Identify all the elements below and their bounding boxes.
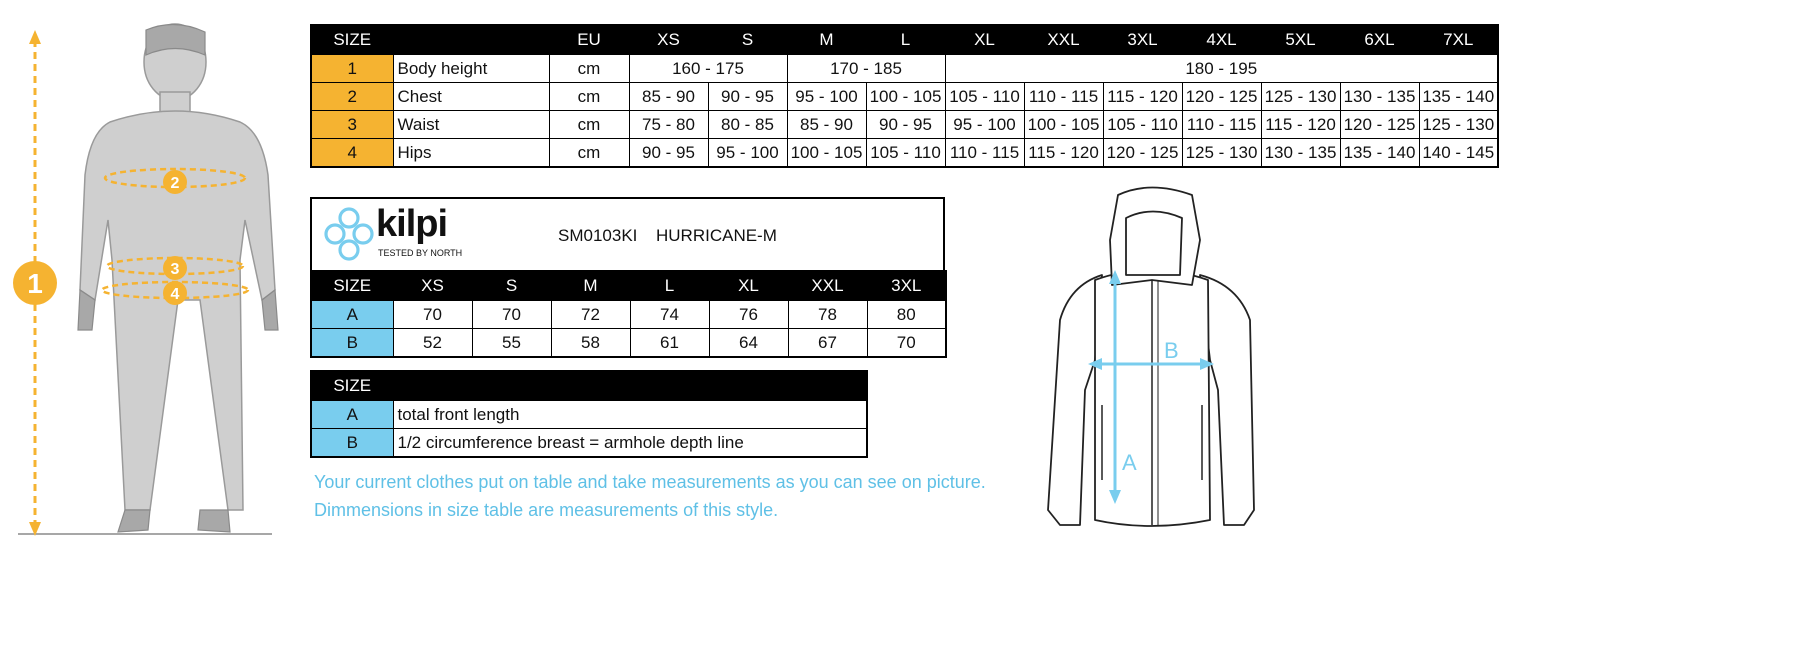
brand-tagline: TESTED BY NORTH — [378, 248, 463, 258]
cell: 100 - 105 — [866, 83, 945, 111]
jacket-drawing — [1040, 180, 1270, 540]
header-size: SIZE — [311, 25, 393, 55]
cell: 90 - 95 — [708, 83, 787, 111]
cell: 105 - 110 — [1103, 111, 1182, 139]
cell: 120 - 125 — [1103, 139, 1182, 168]
note-line-1: Your current clothes put on table and take measurements as you can see on picture. — [314, 472, 986, 492]
svg-text:1: 1 — [27, 268, 43, 299]
product-header — [310, 197, 945, 272]
hood-opening — [1126, 212, 1182, 276]
size-table — [310, 24, 1499, 168]
row-unit: cm — [549, 111, 629, 139]
cell: 85 - 90 — [787, 111, 866, 139]
table-row-chest — [311, 83, 1498, 111]
row-unit: cm — [549, 139, 629, 168]
cell: 78 — [788, 301, 867, 329]
cell: 74 — [630, 301, 709, 329]
cell: 90 - 95 — [629, 139, 708, 168]
header-7xl: 7XL — [1419, 25, 1498, 55]
cell: 70 — [472, 301, 551, 329]
cell: 58 — [551, 329, 630, 358]
svg-text:3: 3 — [170, 261, 180, 278]
row-unit: cm — [549, 55, 629, 83]
header-l: L — [866, 25, 945, 55]
legend-table — [310, 370, 868, 458]
header-m: M — [551, 271, 630, 301]
measure-b-label: B — [1164, 338, 1179, 363]
table-row-b — [311, 329, 946, 358]
cell: 125 - 130 — [1261, 83, 1340, 111]
cell: 115 - 120 — [1103, 83, 1182, 111]
header-l: L — [630, 271, 709, 301]
cell: 90 - 95 — [866, 111, 945, 139]
cell: 75 - 80 — [629, 111, 708, 139]
header-4xl: 4XL — [1182, 25, 1261, 55]
cell: 120 - 125 — [1340, 111, 1419, 139]
cell: 110 - 115 — [945, 139, 1024, 168]
height-range-1: 160 - 175 — [629, 55, 787, 83]
cell: 95 - 100 — [787, 83, 866, 111]
cell: 67 — [788, 329, 867, 358]
legend-header — [311, 371, 867, 401]
table-row-a — [311, 301, 946, 329]
row-label: Chest — [393, 83, 549, 111]
cell: 125 - 130 — [1419, 111, 1498, 139]
cell: 130 - 135 — [1340, 83, 1419, 111]
header-eu: EU — [549, 25, 629, 55]
height-range-3: 180 - 195 — [945, 55, 1498, 83]
cell: 110 - 115 — [1024, 83, 1103, 111]
legend-row-a — [311, 401, 867, 429]
row-label: A — [311, 401, 393, 429]
marker-4 — [163, 281, 187, 305]
body-figure — [0, 0, 300, 655]
row-label: Body height — [393, 55, 549, 83]
row-number: 4 — [311, 139, 393, 168]
header-xs: XS — [629, 25, 708, 55]
measure-a-label: A — [1122, 450, 1137, 475]
cell: 80 - 85 — [708, 111, 787, 139]
header-xxl: XXL — [1024, 25, 1103, 55]
svg-text:4: 4 — [170, 286, 180, 303]
cell: 72 — [551, 301, 630, 329]
row-label: B — [311, 329, 393, 358]
cell: 110 - 115 — [1182, 111, 1261, 139]
marker-1 — [13, 261, 57, 305]
product-name: HURRICANE-M — [656, 226, 777, 245]
row-number: 1 — [311, 55, 393, 83]
header-3xl: 3XL — [1103, 25, 1182, 55]
cell: 95 - 100 — [708, 139, 787, 168]
right-foot — [198, 510, 230, 532]
product-size-table — [310, 270, 947, 358]
row-number: 2 — [311, 83, 393, 111]
header-size: SIZE — [311, 271, 393, 301]
row-label: Waist — [393, 111, 549, 139]
cell: 70 — [867, 329, 946, 358]
table-row-body-height — [311, 55, 1498, 83]
cell: 64 — [709, 329, 788, 358]
cell: 105 - 110 — [945, 83, 1024, 111]
kilpi-logo-icon — [322, 205, 376, 263]
cell: 100 - 105 — [787, 139, 866, 168]
instructions-note — [314, 468, 1034, 524]
header-xxl: XXL — [788, 271, 867, 301]
cell: 85 - 90 — [629, 83, 708, 111]
svg-text:2: 2 — [170, 175, 180, 192]
row-label: Hips — [393, 139, 549, 168]
cell: 135 - 140 — [1340, 139, 1419, 168]
table-row-waist — [311, 111, 1498, 139]
header-3xl: 3XL — [867, 271, 946, 301]
cell: 130 - 135 — [1261, 139, 1340, 168]
marker-2 — [163, 170, 187, 194]
cell: 55 — [472, 329, 551, 358]
header-size: SIZE — [311, 371, 393, 401]
cell: 76 — [709, 301, 788, 329]
height-range-2: 170 - 185 — [787, 55, 945, 83]
cell: 100 - 105 — [1024, 111, 1103, 139]
cell: 125 - 130 — [1182, 139, 1261, 168]
header-s: S — [708, 25, 787, 55]
marker-3 — [163, 256, 187, 280]
left-foot — [118, 510, 150, 532]
left-sleeve — [1048, 275, 1102, 525]
cell: 61 — [630, 329, 709, 358]
cell: 140 - 145 — [1419, 139, 1498, 168]
brand-name: kilpi — [376, 203, 448, 245]
product-table-header — [311, 271, 946, 301]
cell: 115 - 120 — [1261, 111, 1340, 139]
legend-row-b — [311, 429, 867, 458]
cell: 95 - 100 — [945, 111, 1024, 139]
cell: 115 - 120 — [1024, 139, 1103, 168]
row-text: total front length — [393, 401, 867, 429]
header-xs: XS — [393, 271, 472, 301]
row-label: B — [311, 429, 393, 458]
cell: 52 — [393, 329, 472, 358]
row-number: 3 — [311, 111, 393, 139]
header-s: S — [472, 271, 551, 301]
note-line-2: Dimmensions in size table are measurements of this style. — [314, 500, 779, 520]
header-blank — [393, 25, 549, 55]
row-text: 1/2 circumference breast = armhole depth line — [393, 429, 867, 458]
header-xl: XL — [945, 25, 1024, 55]
row-label: A — [311, 301, 393, 329]
size-table-header — [311, 25, 1498, 55]
product-code: SM0103KI — [558, 226, 638, 245]
header-6xl: 6XL — [1340, 25, 1419, 55]
table-row-hips — [311, 139, 1498, 168]
cell: 120 - 125 — [1182, 83, 1261, 111]
header-xl: XL — [709, 271, 788, 301]
header-5xl: 5XL — [1261, 25, 1340, 55]
row-unit: cm — [549, 83, 629, 111]
cell: 135 - 140 — [1419, 83, 1498, 111]
header-m: M — [787, 25, 866, 55]
cell: 105 - 110 — [866, 139, 945, 168]
header-blank — [393, 371, 867, 401]
cell: 80 — [867, 301, 946, 329]
cell: 70 — [393, 301, 472, 329]
